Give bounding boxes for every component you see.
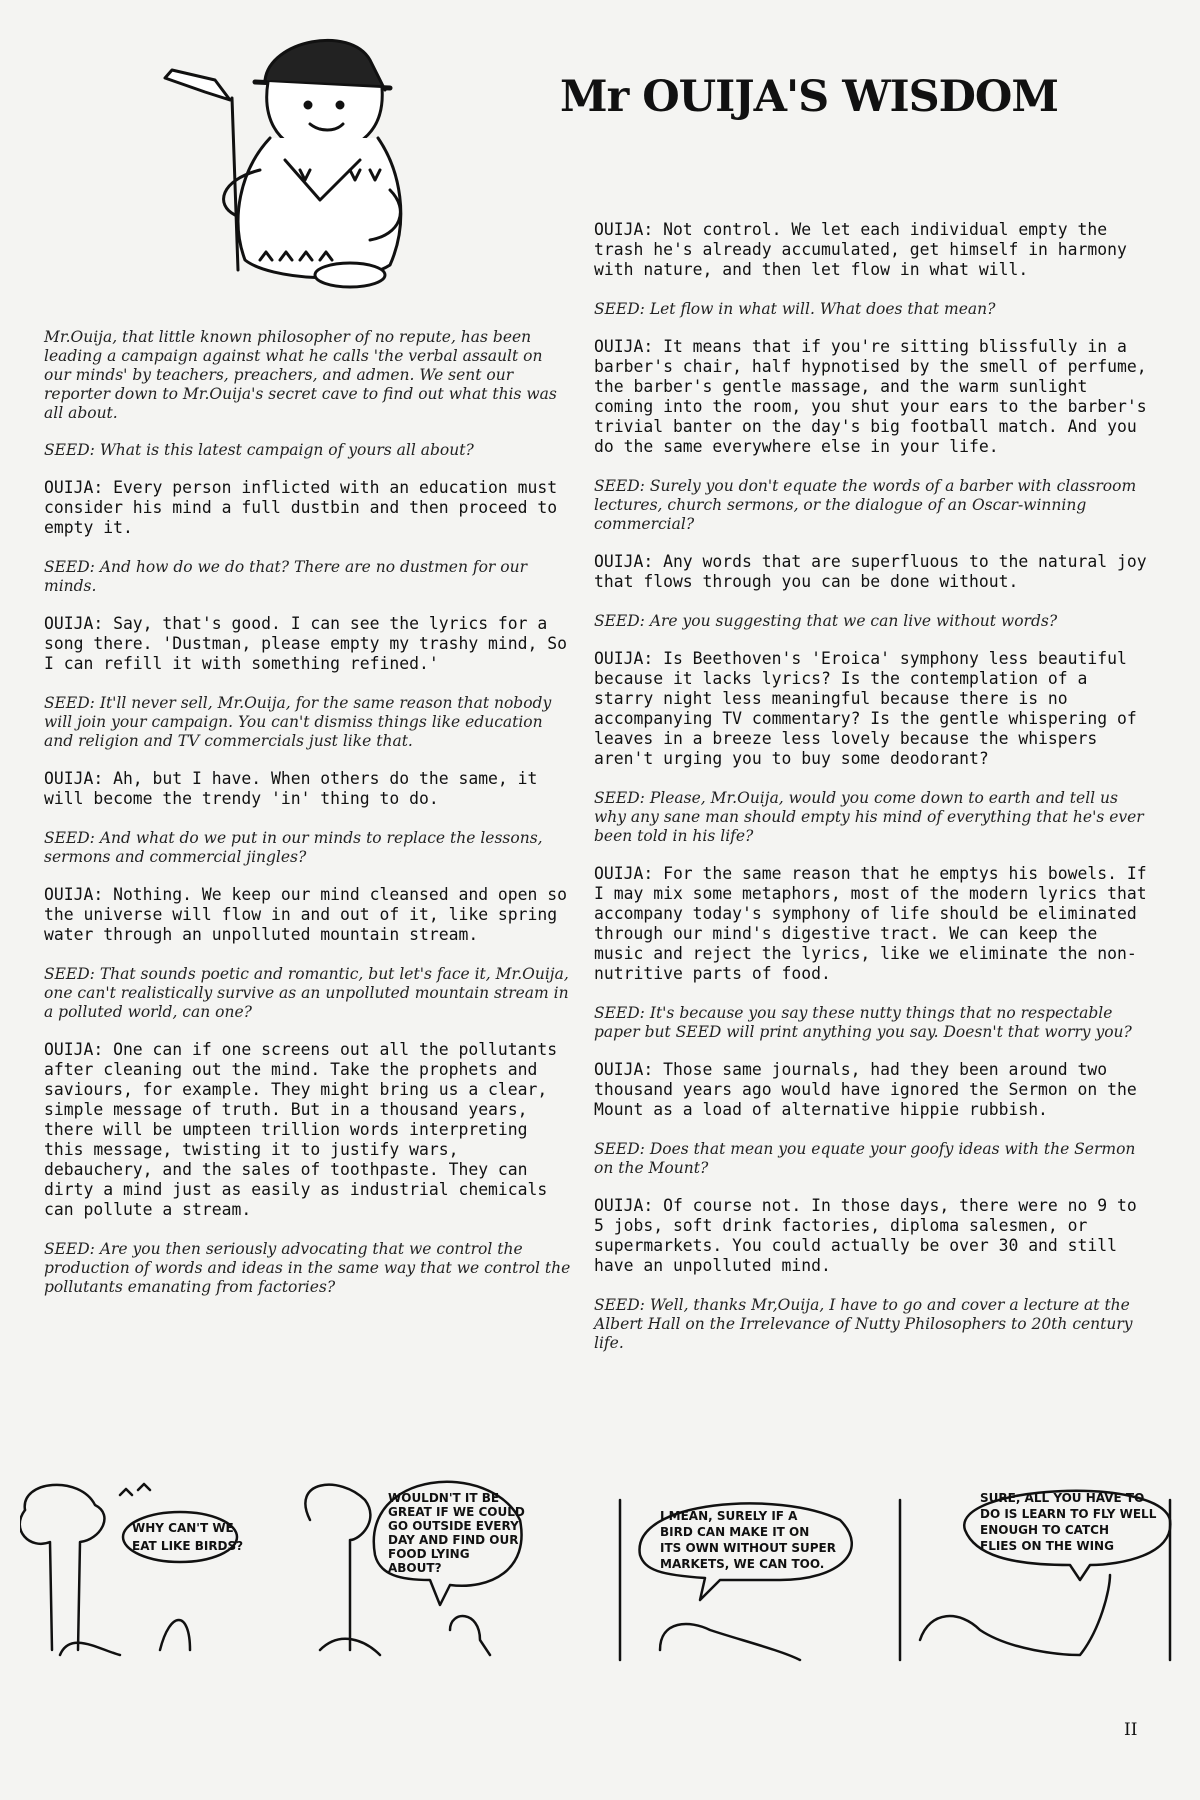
ouija-answer: OUIJA: For the same reason that he emptys his bowels. If I may mix some metaphors, most of the modern lyrics that accompany today's symphony of life should be eliminated through our mind's digestive tract. We can keep the music and reject the lyrics, like we eliminate the non-nutritive parts of food. bbox=[594, 864, 1147, 983]
comic-strip bbox=[20, 1480, 1190, 1680]
comic-bubble-line: EAT LIKE BIRDS? bbox=[132, 1539, 244, 1553]
ouija-answer: OUIJA: Not control. We let each individual empty the trash he's already accumulated, get himself in harmony with nature, and then let flow in what will. bbox=[594, 220, 1127, 279]
comic-bubble-line: ITS OWN WITHOUT SUPER bbox=[660, 1541, 836, 1555]
comic-bubble-line: GO OUTSIDE EVERY bbox=[388, 1519, 519, 1533]
ouija-answer: OUIJA: Of course not. In those days, there were no 9 to 5 jobs, soft drink factories, diploma salesmen, or supermarkets. You could actually be over 30 and still have an unpolluted mind. bbox=[594, 1196, 1137, 1275]
article-title: Mr OUIJA'S WISDOM bbox=[560, 72, 1058, 122]
seed-question: SEED: It's because you say these nutty things that no respectable paper but SEED will print anything you say. Doesn't that worry you? bbox=[594, 1004, 1132, 1041]
ouija-answer: OUIJA: Ah, but I have. When others do the same, it will become the trendy 'in' thing to do. bbox=[44, 769, 538, 808]
comic-bubble-line: DAY AND FIND OUR bbox=[388, 1533, 519, 1547]
ouija-answer: OUIJA: It means that if you're sitting blissfully in a barber's chair, half hypnotised by the smell of perfume, the barber's gentle massage, and the warm sunlight coming into the room, you shut your ears to the barber's trivial banter on the day's big football match. And you do the same everywhere else in your life. bbox=[594, 337, 1147, 456]
seed-question: SEED: What is this latest campaign of yours all about? bbox=[44, 441, 474, 459]
comic-bubble-line: FLIES ON THE WING bbox=[980, 1539, 1114, 1553]
mr-ouija-illustration bbox=[160, 20, 460, 295]
page-number: II bbox=[1124, 1720, 1138, 1740]
comic-bubble-line: WOULDN'T IT BE bbox=[388, 1491, 500, 1505]
comic-bubble-line: BIRD CAN MAKE IT ON bbox=[660, 1525, 810, 1539]
comic-panel-3 bbox=[620, 1500, 852, 1660]
seed-question: SEED: Are you suggesting that we can live without words? bbox=[594, 612, 1058, 630]
comic-bubble-line: I MEAN, SURELY IF A bbox=[660, 1509, 798, 1523]
seed-question: SEED: It'll never sell, Mr.Ouija, for the same reason that nobody will join your campaign. You can't dismiss things like education and religion and TV commercials just like that. bbox=[44, 694, 552, 750]
ouija-answer: OUIJA: Nothing. We keep our mind cleansed and open so the universe will flow in and out of it, like spring water through an unpolluted mountain stream. bbox=[44, 885, 568, 944]
ouija-answer: OUIJA: Every person inflicted with an education must consider his mind a full dustbin and then proceed to empty it. bbox=[44, 478, 558, 537]
comic-bubble-line: ABOUT? bbox=[388, 1561, 442, 1575]
seed-question: SEED: Well, thanks Mr,Ouija, I have to go and cover a lecture at the Albert Hall on the Irrelevance of Nutty Philosophers to 20th century life. bbox=[594, 1296, 1133, 1352]
ouija-answer: OUIJA: Say, that's good. I can see the lyrics for a song there. 'Dustman, please empty my trashy mind, So I can refill it with something refined.' bbox=[44, 614, 568, 673]
article-intro: Mr.Ouija, that little known philosopher of no repute, has been leading a campaign against what he calls 'the verbal assault on our minds' by teachers, preachers, and admen. We sent our reporter down to Mr.Ouija's secret cave to find out what this was all about. bbox=[44, 328, 557, 422]
left-column bbox=[44, 328, 574, 1315]
right-column bbox=[594, 220, 1154, 1371]
comic-bubble-line: GREAT IF WE COULD bbox=[388, 1505, 525, 1519]
comic-bubble-line: DO IS LEARN TO FLY WELL bbox=[980, 1507, 1157, 1521]
right-dialogue bbox=[594, 220, 1154, 1353]
ouija-answer: OUIJA: One can if one screens out all the pollutants after cleaning out the mind. Take the prophets and saviours, for example. They might bring us a clear, simple message of truth. But in a thousand years, there will be umpteen trillion words interpreting this message, twisting it to justify wars, debauchery, and the sales of toothpaste. They can dirty a mind just as easily as industrial chemicals can pollute a stream. bbox=[44, 1040, 558, 1219]
comic-bubble-line: FOOD LYING bbox=[388, 1547, 470, 1561]
seed-question: SEED: And what do we put in our minds to replace the lessons, sermons and commercial jingles? bbox=[44, 829, 543, 866]
comic-bubble-line: ENOUGH TO CATCH bbox=[980, 1523, 1110, 1537]
seed-question: SEED: Does that mean you equate your goofy ideas with the Sermon on the Mount? bbox=[594, 1140, 1136, 1177]
comic-bubble-line: SURE, ALL YOU HAVE TO bbox=[980, 1491, 1145, 1505]
ouija-answer: OUIJA: Is Beethoven's 'Eroica' symphony less beautiful because it lacks lyrics? Is the contemplation of a starry night less meaningful because there is no accompanying TV commentary? Is the gentle whispering of leaves in a breeze less lovely because the whispers aren't urging you to buy some deodorant? bbox=[594, 649, 1137, 768]
seed-question: SEED: And how do we do that? There are no dustmen for our minds. bbox=[44, 558, 527, 595]
left-dialogue bbox=[44, 441, 574, 1297]
comic-panel-1 bbox=[20, 1484, 237, 1655]
ouija-answer: OUIJA: Any words that are superfluous to the natural joy that flows through you can be done without. bbox=[594, 552, 1147, 591]
seed-question: SEED: Let flow in what will. What does that mean? bbox=[594, 300, 996, 318]
comic-bubble-line: MARKETS, WE CAN TOO. bbox=[660, 1557, 825, 1571]
ouija-answer: OUIJA: Those same journals, had they been around two thousand years ago would have ignored the Sermon on the Mount as a load of alternative hippie rubbish. bbox=[594, 1060, 1137, 1119]
comic-bubble-line: WHY CAN'T WE bbox=[132, 1521, 234, 1535]
seed-question: SEED: Please, Mr.Ouija, would you come down to earth and tell us why any sane man should empty his mind of everything that he's ever been told in his life? bbox=[594, 789, 1144, 845]
seed-question: SEED: That sounds poetic and romantic, but let's face it, Mr.Ouija, one can't realistically survive as an unpolluted mountain stream in a polluted world, can one? bbox=[44, 965, 569, 1021]
seed-question: SEED: Surely you don't equate the words of a barber with classroom lectures, church sermons, or the dialogue of an Oscar-winning commercial? bbox=[594, 477, 1137, 533]
seed-question: SEED: Are you then seriously advocating that we control the production of words and ideas in the same way that we control the pollutants emanating from factories? bbox=[44, 1240, 571, 1296]
